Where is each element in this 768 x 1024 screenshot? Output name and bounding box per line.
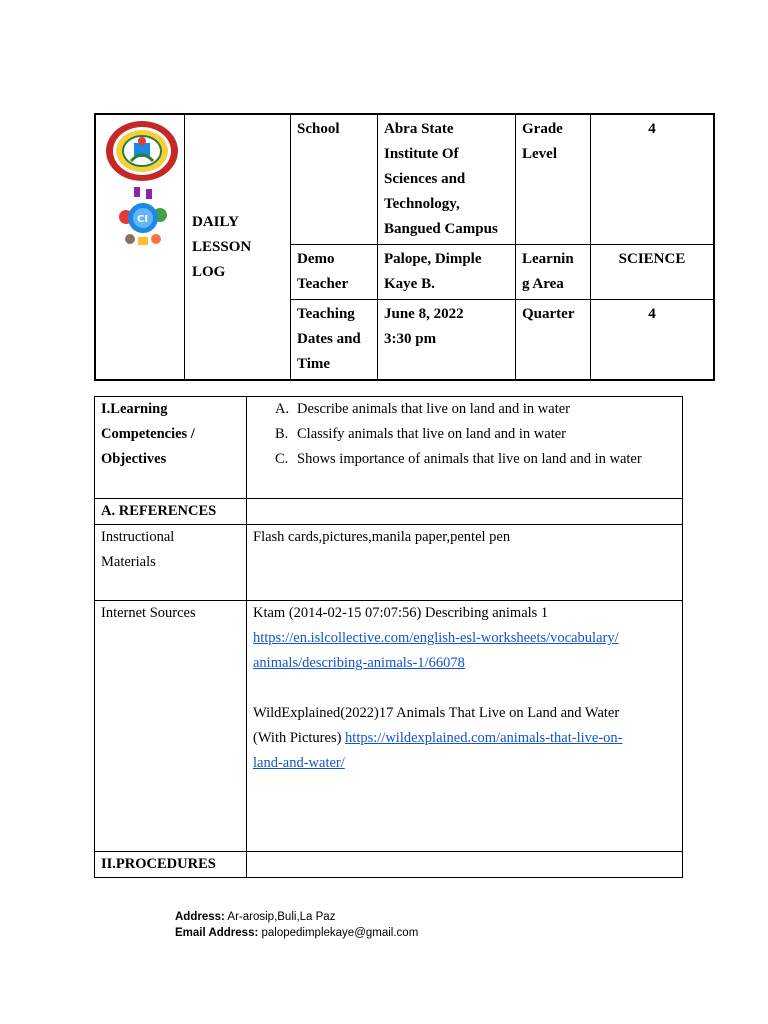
- demo-teacher-line: Kaye B.: [384, 276, 435, 292]
- teaching-label-line: Teaching: [297, 306, 355, 322]
- school-line: Institute Of: [384, 146, 459, 162]
- school-label: School: [297, 121, 340, 137]
- footer-email: [175, 925, 418, 941]
- grade-label-line: Level: [522, 146, 557, 162]
- grade-label-cell: [516, 114, 591, 245]
- instructional-materials-label-cell: [95, 525, 247, 601]
- teaching-dates-value-cell: [378, 300, 516, 381]
- title-line-log: LOG: [192, 263, 226, 280]
- internet-sources-label: Internet Sources: [101, 605, 196, 621]
- logos-cell: [95, 114, 185, 380]
- lesson-body-table: [94, 396, 683, 878]
- learning-area-label-cell: [516, 245, 591, 300]
- learning-area-label-line: Learnin: [522, 251, 574, 267]
- school-label-cell: [291, 114, 378, 245]
- objective-letter: B.: [275, 426, 289, 442]
- teaching-dates-label-cell: [291, 300, 378, 381]
- source1-link-continued[interactable]: animals/describing-animals-1/66078: [253, 655, 465, 671]
- email-label: Email Address:: [175, 927, 259, 939]
- procedures-value-cell: [247, 852, 683, 878]
- learning-area-label-line: g Area: [522, 276, 564, 292]
- references-value-cell: [247, 499, 683, 525]
- grade-value: 4: [648, 121, 656, 137]
- objective-letter: A.: [275, 401, 290, 417]
- school-line: Abra State: [384, 121, 454, 137]
- objective-item: [275, 422, 676, 447]
- teaching-label-line: Dates and: [297, 331, 361, 347]
- teaching-time: 3:30 pm: [384, 331, 437, 347]
- school-seal-logo: [104, 119, 180, 183]
- source2-link-continued[interactable]: land-and-water/: [253, 755, 345, 771]
- demo-teacher-line: Palope, Dimple: [384, 251, 482, 267]
- demo-teacher-label-cell: [291, 245, 378, 300]
- address-label: Address:: [175, 911, 225, 923]
- objectives-label-line: I.Learning: [101, 401, 168, 417]
- learning-area-value-cell: [591, 245, 715, 300]
- objectives-label-line: Competencies /: [101, 426, 195, 442]
- objectives-label-cell: [95, 397, 247, 499]
- school-value-cell: [378, 114, 516, 245]
- quarter-value: 4: [648, 306, 656, 322]
- objective-item: [275, 447, 676, 472]
- instructional-materials-value-cell: [247, 525, 683, 601]
- footer-address: [175, 909, 418, 925]
- footer-contact: [175, 909, 418, 941]
- internet-sources-value-cell: [247, 601, 683, 852]
- quarter-label: Quarter: [522, 306, 575, 322]
- demo-teacher-value-cell: [378, 245, 516, 300]
- title-line-lesson: LESSON: [192, 238, 252, 255]
- source2-citation-continued: (With Pictures): [253, 730, 346, 746]
- school-line: Technology,: [384, 196, 460, 212]
- school-line: Sciences and: [384, 171, 466, 187]
- instructional-label-line: Instructional: [101, 529, 175, 545]
- source2-citation: WildExplained(2022)17 Animals That Live on Land and Water: [253, 705, 620, 721]
- source1-link[interactable]: https://en.islcollective.com/english-esl-worksheets/vocabulary/: [253, 630, 619, 646]
- instructional-label-line: Materials: [101, 554, 156, 570]
- quarter-value-cell: [591, 300, 715, 381]
- objectives-label-line: Objectives: [101, 451, 167, 467]
- teaching-label-line: Time: [297, 356, 331, 372]
- learning-area-value: SCIENCE: [618, 251, 686, 267]
- cte-logo: [116, 187, 170, 249]
- title-line-daily: DAILY: [192, 213, 239, 230]
- objective-text: Classify animals that live on land and in water: [297, 426, 566, 442]
- objective-item: [275, 397, 676, 422]
- procedures-label-cell: [95, 852, 247, 878]
- objective-text: Describe animals that live on land and in water: [297, 401, 570, 417]
- demo-teacher-label-line: Demo: [297, 251, 335, 267]
- instructional-materials-value: Flash cards,pictures,manila paper,pentel pen: [253, 529, 511, 545]
- email-value: palopedimplekaye@gmail.com: [258, 927, 419, 939]
- references-label: A. REFERENCES: [101, 503, 217, 519]
- quarter-label-cell: [516, 300, 591, 381]
- svg-text:CI: CI: [137, 214, 149, 225]
- grade-label-line: Grade: [522, 121, 563, 137]
- references-label-cell: [95, 499, 247, 525]
- objectives-value-cell: [247, 397, 683, 499]
- school-line: Bangued Campus: [384, 221, 498, 237]
- daily-lesson-log-title: [185, 114, 291, 380]
- objectives-list: [253, 397, 676, 472]
- lesson-log-header-table: [94, 113, 715, 381]
- grade-value-cell: [591, 114, 715, 245]
- objective-text: Shows importance of animals that live on land and in water: [297, 451, 642, 467]
- teaching-date: June 8, 2022: [384, 306, 464, 322]
- internet-sources-label-cell: [95, 601, 247, 852]
- address-value: Ar-arosip,Buli,La Paz: [224, 911, 336, 923]
- procedures-label: II.PROCEDURES: [101, 856, 216, 872]
- source1-citation: Ktam (2014-02-15 07:07:56) Describing animals 1: [253, 605, 549, 621]
- demo-teacher-label-line: Teacher: [297, 276, 349, 292]
- objective-letter: C.: [275, 451, 289, 467]
- source2-link[interactable]: https://wildexplained.com/animals-that-live-on-: [345, 730, 623, 746]
